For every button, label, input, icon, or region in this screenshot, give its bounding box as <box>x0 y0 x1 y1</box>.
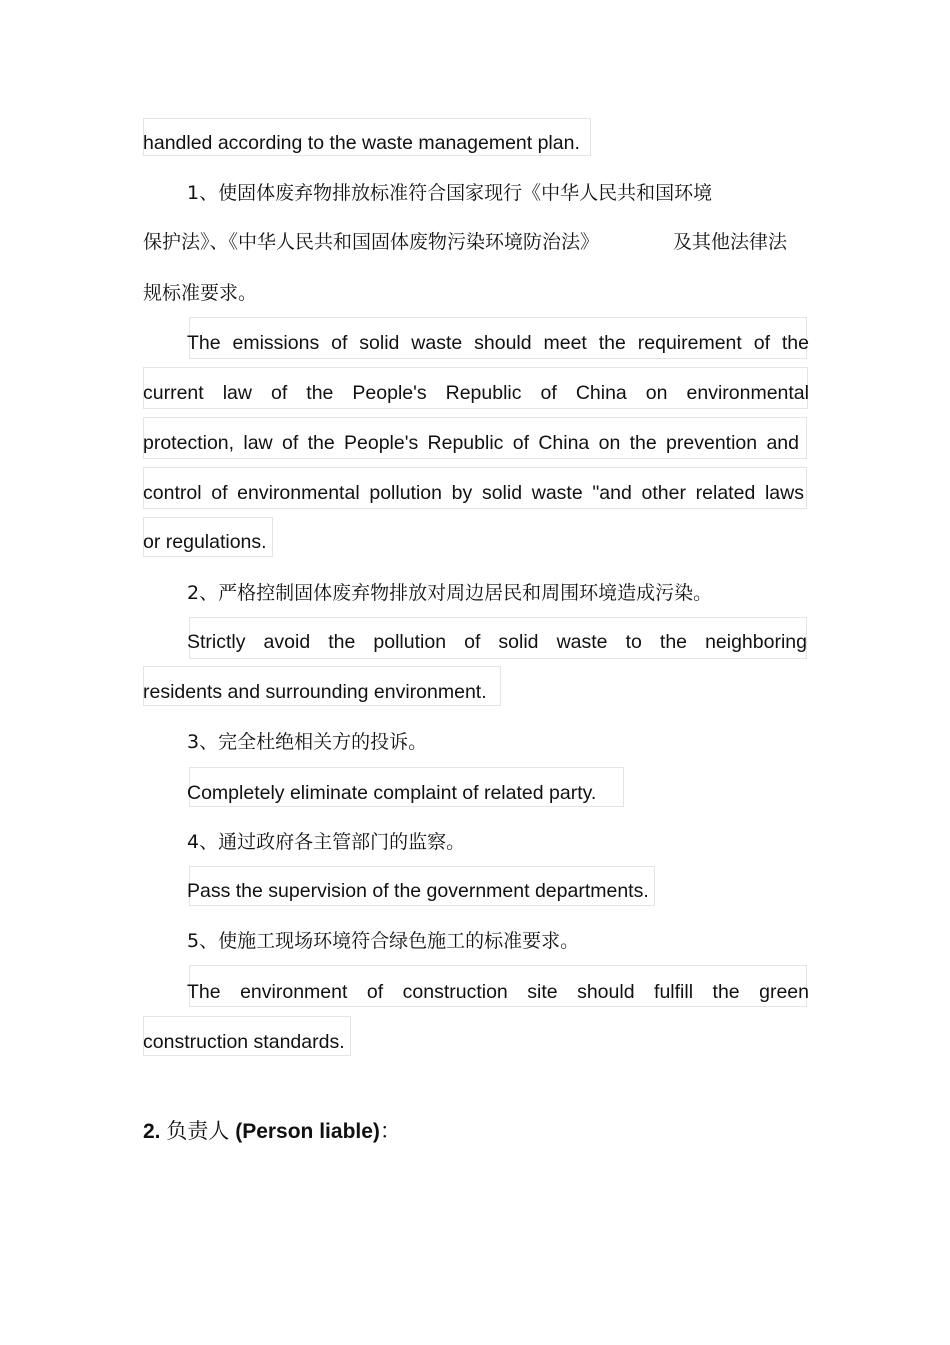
section-title-cn: 负责人 <box>166 1119 230 1143</box>
text-line-12: residents and surrounding environment. <box>143 681 487 703</box>
text-line-10: 2、严格控制固体废弃物排放对周边居民和周围环境造成污染。 <box>187 582 713 604</box>
text-line-08: control of environmental pollution by solid waste "and other related laws <box>143 482 804 504</box>
text-line-13: 3、完全杜绝相关方的投诉。 <box>187 731 428 753</box>
text-line-17: 5、使施工现场环境符合绿色施工的标准要求。 <box>187 930 580 952</box>
text-line-16: Pass the supervision of the government departments. <box>187 880 649 902</box>
text-line-19: construction standards. <box>143 1031 345 1053</box>
text-line-03a: 保护法》、《中华人民共和国固体废物污染环境防治法》 <box>143 231 600 253</box>
text-line-18: The environment of construction site should fulfill the green <box>187 981 809 1003</box>
text-line-14: Completely eliminate complaint of related party. <box>187 782 597 804</box>
section-heading <box>143 1117 401 1146</box>
section-title-colon: ： <box>379 1119 401 1143</box>
text-line-03b: 及其他法律法 <box>673 231 788 253</box>
text-line-04: 规标准要求。 <box>143 282 258 304</box>
text-line-05: The emissions of solid waste should meet the requirement of the <box>187 332 809 354</box>
text-line-15: 4、通过政府各主管部门的监察。 <box>187 831 466 853</box>
section-number: 2. <box>143 1120 161 1143</box>
text-line-09: or regulations. <box>143 531 267 553</box>
text-line-06: current law of the People's Republic of China on environmental <box>143 382 809 404</box>
text-line-07: protection, law of the People's Republic of China on the prevention and <box>143 432 799 454</box>
section-title-en: (Person liable) <box>235 1120 380 1143</box>
text-line-01: handled according to the waste management plan. <box>143 132 580 154</box>
text-line-02: 1、使固体废弃物排放标准符合国家现行《中华人民共和国环境 <box>187 182 713 204</box>
text-line-11: Strictly avoid the pollution of solid waste to the neighboring <box>187 631 807 653</box>
